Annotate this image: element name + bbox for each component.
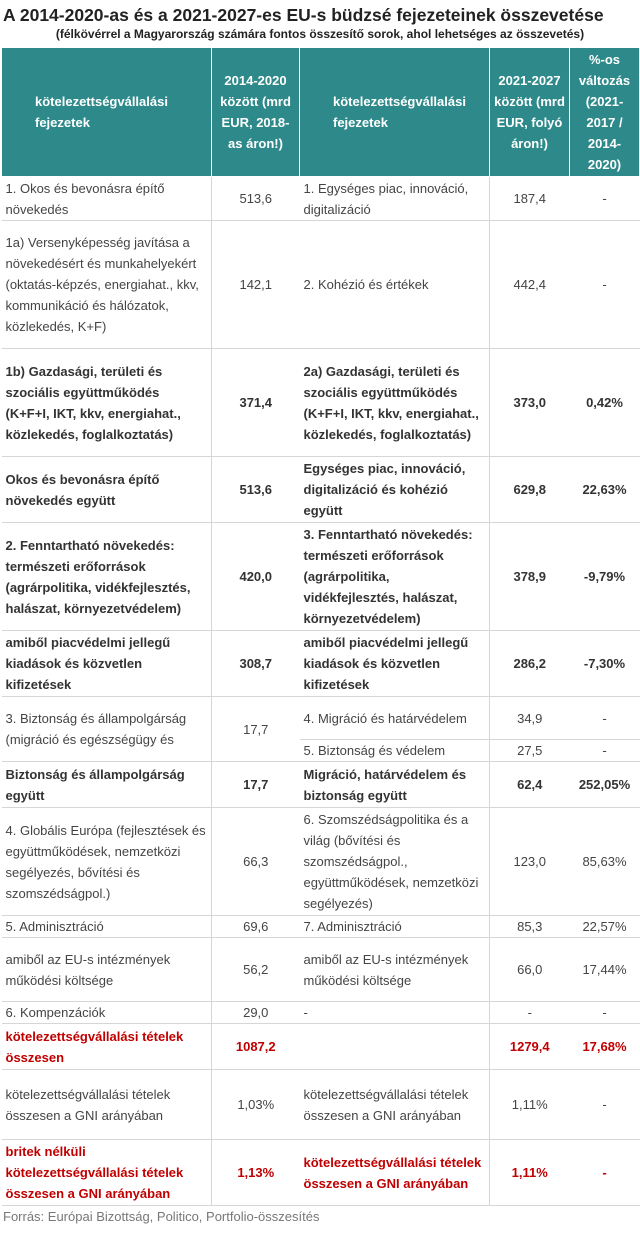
row-label-2014: kötelezettségvállalási tételek összesen a GNI arányában [2,1070,212,1140]
row-label-2014: 2. Fenntartható növekedés: természeti erőforrások (agrárpolitika, vidékfejlesztés, halászat, környezetvédelem) [2,523,212,631]
row-label-2014: Biztonság és állampolgárság együtt [2,762,212,808]
row-label-2021: 3. Fenntartható növekedés: természeti erőforrások (agrárpolitika, vidékfejlesztés, halászat, környezetvédelem) [300,523,490,631]
page-title: A 2014-2020-as és a 2021-2027-es EU-s büdzsé fejezeteinek összevetése [3,5,604,25]
row-label-2021: amiből az EU-s intézmények működési költsége [300,938,490,1002]
row-label-2021: Egységes piac, innováció, digitalizáció és kohézió együtt [300,457,490,523]
row-value-2021: 1279,4 [490,1024,570,1070]
row-change: - [570,740,640,762]
row-value-2021: 373,0 [490,349,570,457]
table-row [2,1024,640,1070]
row-value-2014: 1,13% [212,1140,300,1206]
row-label-2021: kötelezettségvállalási tételek összesen a GNI arányában [300,1140,490,1206]
header-amount-2014: 2014-2020 között (mrd EUR, 2018-as áron!) [212,48,300,177]
row-value-2021: 442,4 [490,221,570,349]
budget-comparison-table [1,47,640,1206]
row-label-2021 [300,1024,490,1070]
row-label-2014: 1b) Gazdasági, területi és szociális együttműködés (K+F+I, IKT, kkv, energiahat., közlekedés, foglalkoztatás) [2,349,212,457]
row-value-2014: 29,0 [212,1002,300,1024]
row-value-2021: 123,0 [490,808,570,916]
row-label-2021: Migráció, határvédelem és biztonság együtt [300,762,490,808]
table-row [2,1002,640,1024]
table-row [2,457,640,523]
row-change: 17,44% [570,938,640,1002]
row-label-2021: 2. Kohézió és értékek [300,221,490,349]
table-row [2,916,640,938]
row-label-2014: amiből az EU-s intézmények működési költsége [2,938,212,1002]
row-value-2014: 513,6 [212,177,300,221]
row-label-2014: 1. Okos és bevonásra építő növekedés [2,177,212,221]
table-row [2,808,640,916]
row-value-2021: 85,3 [490,916,570,938]
row-change: 22,57% [570,916,640,938]
table-row [2,697,640,740]
table-row [2,1070,640,1140]
row-value-2014: 308,7 [212,631,300,697]
row-value-2014: 66,3 [212,808,300,916]
table-row [2,349,640,457]
table-row [2,221,640,349]
row-value-2021: - [490,1002,570,1024]
row-label-2021: 1. Egységes piac, innováció, digitalizáció [300,177,490,221]
row-label-2021: 4. Migráció és határvédelem [300,697,490,740]
header-amount-2021: 2021-2027 között (mrd EUR, folyó áron!) [490,48,570,177]
row-change: 0,42% [570,349,640,457]
row-label-2014: 6. Kompenzációk [2,1002,212,1024]
table-row [2,938,640,1002]
row-value-2021: 62,4 [490,762,570,808]
row-label-2021: - [300,1002,490,1024]
row-value-2021: 378,9 [490,523,570,631]
row-value-2014: 17,7 [212,762,300,808]
row-change: - [570,1070,640,1140]
row-value-2021: 1,11% [490,1070,570,1140]
row-value-2021: 34,9 [490,697,570,740]
row-value-2014: 371,4 [212,349,300,457]
table-row [2,177,640,221]
header-chapters-2014: kötelezettségvállalási fejezetek [2,48,212,177]
row-change: -7,30% [570,631,640,697]
page-subtitle: (félkövérrel a Magyarország számára fontos összesítő sorok, ahol lehetséges az összevetés) [55,27,585,41]
source-note: Forrás: Európai Bizottság, Politico, Portfolio-összesítés [3,1209,320,1224]
row-label-2014: 1a) Versenyképesség javítása a növekedésért és munkahelyekért (oktatás-képzés, energiahat., kkv, kommunikáció és hálózatok, közlekedés, K+F) [2,221,212,349]
row-label-2014: kötelezettségvállalási tételek összesen [2,1024,212,1070]
row-value-2021: 629,8 [490,457,570,523]
table-row [2,523,640,631]
row-change: - [570,221,640,349]
row-label-2021: 2a) Gazdasági, területi és szociális együttműködés (K+F+I, IKT, kkv, energiahat., közlekedés, foglalkoztatás) [300,349,490,457]
row-label-2021: kötelezettségvállalási tételek összesen a GNI arányában [300,1070,490,1140]
row-change: 85,63% [570,808,640,916]
row-change: 17,68% [570,1024,640,1070]
row-value-2014: 17,7 [212,697,300,762]
row-change: - [570,1140,640,1206]
row-value-2014: 1,03% [212,1070,300,1140]
row-change: 252,05% [570,762,640,808]
row-value-2021: 66,0 [490,938,570,1002]
row-value-2014: 513,6 [212,457,300,523]
row-label-2021: 6. Szomszédságpolitika és a világ (bővítési és szomszédságpol., együttműködések, nemzetközi segélyezés) [300,808,490,916]
row-label-2021: amiből piacvédelmi jellegű kiadások és közvetlen kifizetések [300,631,490,697]
row-label-2014: Okos és bevonásra építő növekedés együtt [2,457,212,523]
row-value-2014: 56,2 [212,938,300,1002]
row-value-2021: 27,5 [490,740,570,762]
row-change: - [570,177,640,221]
table-row [2,762,640,808]
row-value-2021: 187,4 [490,177,570,221]
row-value-2021: 286,2 [490,631,570,697]
row-change: 22,63% [570,457,640,523]
row-change: -9,79% [570,523,640,631]
table-header-row [2,48,640,177]
row-label-2014: britek nélküli kötelezettségvállalási tételek összesen a GNI arányában [2,1140,212,1206]
row-change: - [570,1002,640,1024]
row-label-2021: 5. Biztonság és védelem [300,740,490,762]
row-change: - [570,697,640,740]
row-label-2014: 3. Biztonság és állampolgárság (migráció és egészségügy és [2,697,212,762]
row-value-2014: 1087,2 [212,1024,300,1070]
row-label-2014: 5. Adminisztráció [2,916,212,938]
row-value-2014: 69,6 [212,916,300,938]
table-row [2,631,640,697]
header-chapters-2021: kötelezettségvállalási fejezetek [300,48,490,177]
table-row [2,1140,640,1206]
row-value-2021: 1,11% [490,1140,570,1206]
row-value-2014: 142,1 [212,221,300,349]
row-label-2014: amiből piacvédelmi jellegű kiadások és közvetlen kifizetések [2,631,212,697]
row-value-2014: 420,0 [212,523,300,631]
row-label-2021: 7. Adminisztráció [300,916,490,938]
row-label-2014: 4. Globális Európa (fejlesztések és együttműködések, nemzetközi segélyezés, bővítési és szomszédságpol.) [2,808,212,916]
header-change: %-os változás (2021-2017 / 2014-2020) [570,48,640,177]
